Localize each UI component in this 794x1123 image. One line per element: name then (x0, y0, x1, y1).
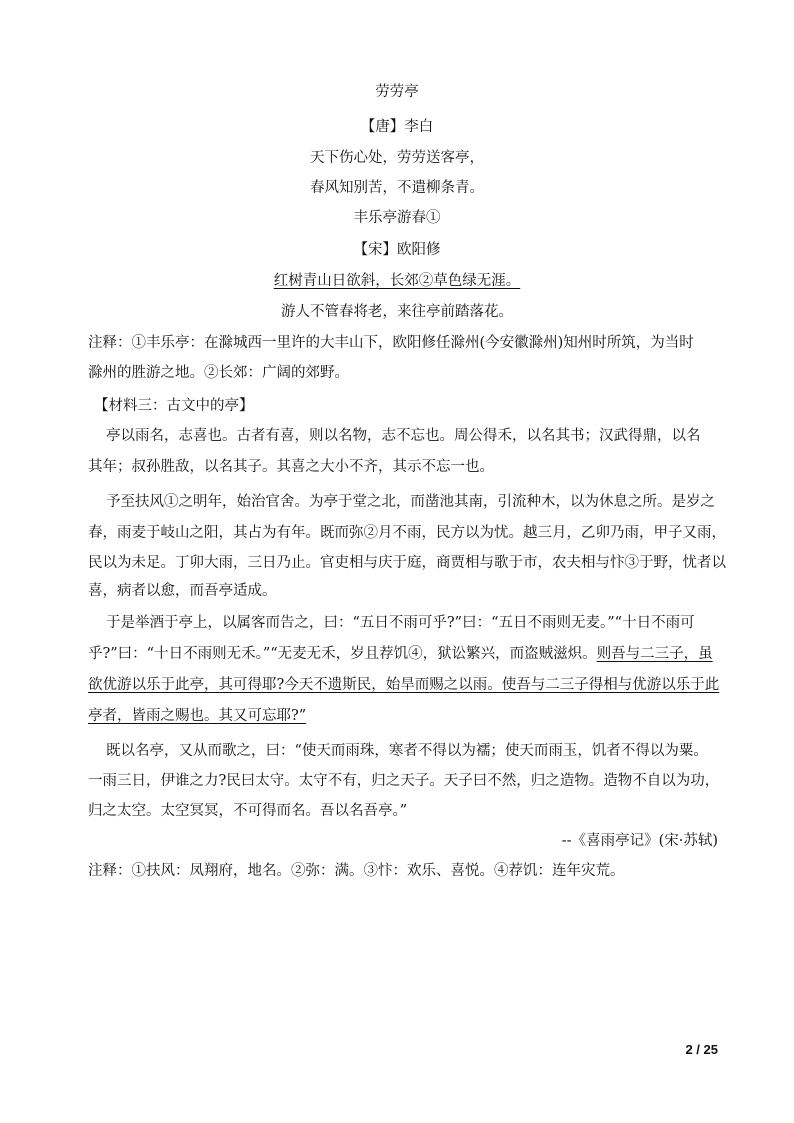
p2-line4: 喜，病者以愈，而吾亭适成。 (88, 583, 277, 599)
p1-line2: 其年；叔孙胜敌，以名其子。其喜之大小不齐，其示不忘一也。 (88, 459, 494, 475)
p4-line2: 一雨三日，伊谁之力?民曰太守。太守不有，归之天子。天子曰不然，归之造物。造物不自以为功， (88, 773, 720, 789)
source-citation: --《喜雨亭记》(宋·苏轼) (561, 833, 718, 849)
p4-line1: 既以名亭，又从而歌之，曰：“使天而雨珠，寒者不得以为襦；使天而雨玉，饥者不得以为粟。 (106, 743, 708, 759)
p3-line3: 欲优游以乐于此亭，其可得耶?今天不遗斯民，始旱而赐之以雨。使吾与二三子得相与优游以乐于此 (88, 677, 720, 693)
p3-line2 (88, 644, 728, 664)
poem2-line2: 游人不管春将老，来往亭前踏落花。 (281, 304, 513, 320)
poem1-author: 【唐】李白 (360, 119, 434, 135)
note1-line1: 注释：①丰乐亭：在滁城西一里许的大丰山下，欧阳修任滁州(今安徽滁州)知州时所筑，为当时 (88, 335, 694, 351)
poem1-line2: 春风知别苦，不遣柳条青。 (310, 180, 484, 196)
note1-line2: 滁州的胜游之地。②长郊：广阔的郊野。 (88, 365, 349, 381)
p3-line4-wrap (88, 706, 728, 726)
poem1-line1: 天下伤心处，劳劳送客亭， (310, 150, 484, 166)
p2-line2: 春，雨麦于岐山之阳，其占为有年。既而弥②月不雨，民方以为忧。越三月，乙卯乃雨，甲子又雨， (88, 525, 726, 541)
p1-line1: 亭以雨名，志喜也。古者有喜，则以名物，志不忘也。周公得禾，以名其书；汉武得鼎，以名 (106, 428, 701, 444)
poem2-author: 【宋】欧阳修 (353, 242, 441, 258)
note2: 注释：①扶风：凤翔府，地名。②弥：满。③忭：欢乐、喜悦。④荐饥：连年灾荒。 (88, 863, 625, 879)
p3-line4: 亭者，皆雨之赐也。其又可忘耶?” (88, 708, 307, 724)
material3-heading: 【材料三：古文中的亭】 (94, 398, 254, 414)
p3-line1: 于是举酒于亭上，以属客而告之，曰：“五日不雨可乎?”曰：“五日不雨则无麦。”“十日不雨可 (106, 615, 695, 631)
p3-line3-wrap (88, 675, 728, 695)
p2-line1: 予至扶风①之明年，始治官舍。为亭于堂之北，而凿池其南，引流种木，以为休息之所。是岁之 (106, 494, 715, 510)
poem2-line1-wrap (0, 271, 794, 291)
p3-line2-part2: 则吾与二三子，虽 (596, 646, 713, 662)
page-number: 2 / 25 (685, 1042, 718, 1057)
poem1-title: 劳劳亭 (375, 84, 419, 100)
p4-line3: 归之太空。太空冥冥，不可得而名。吾以名吾亭。” (88, 803, 408, 819)
p3-line2-part1: 乎?”曰：“十日不雨则无禾。”“无麦无禾，岁且荐饥④，狱讼繁兴，而盗贼滋炽。 (88, 646, 597, 662)
poem2-line1: 红树青山日欲斜，长郊②草色绿无涯。 (273, 273, 521, 289)
p2-line3: 民以为未足。丁卯大雨，三日乃止。官吏相与庆于庭，商贾相与歌于市，农夫相与忭③于野，忧者以 (88, 555, 726, 571)
poem2-title: 丰乐亭游春① (353, 210, 441, 226)
